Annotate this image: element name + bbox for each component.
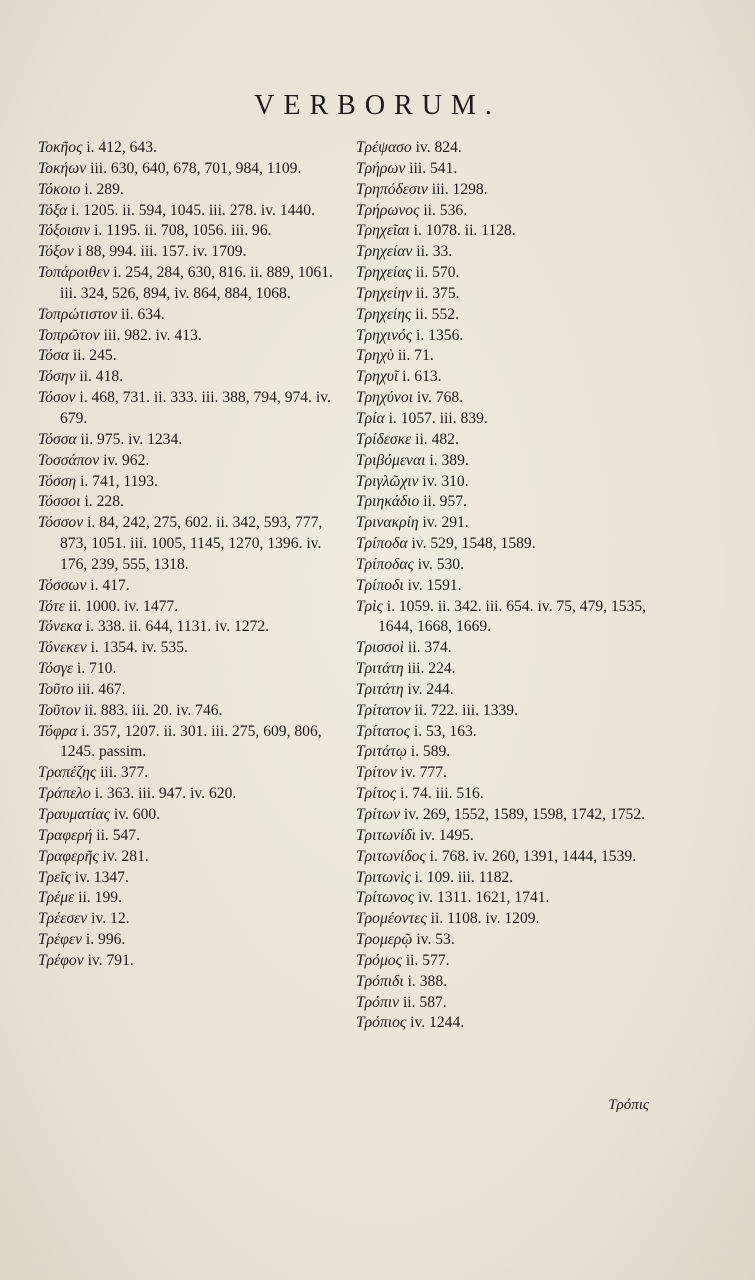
index-entry: [356, 930, 656, 951]
entry-headword: Τριτωνίδος: [356, 847, 426, 865]
entry-headword: Τρέμε: [38, 889, 75, 907]
index-entry: [356, 659, 656, 680]
entry-references: ii. 418.: [79, 368, 124, 386]
entry-headword: Τρηχείης: [356, 305, 412, 323]
entry-headword: Τόσον: [38, 389, 76, 407]
entry-headword: Τρηχείαν: [356, 243, 413, 261]
entry-headword: Τρὶς: [356, 597, 383, 615]
entry-headword: Τρίτον: [356, 764, 397, 782]
entry-references: iv. 12.: [91, 910, 130, 928]
entry-references: i. 741, 1193.: [80, 472, 158, 490]
entry-references: i. 289.: [84, 180, 124, 198]
entry-references: iv. 777.: [400, 764, 447, 782]
entry-headword: Τριηκάδιο: [356, 493, 420, 511]
entry-references: ii. 587.: [402, 993, 447, 1011]
entry-references: iv. 269, 1552, 1589, 1598, 1742, 1752.: [403, 806, 646, 823]
entry-references: ii. 1108. iv. 1209.: [430, 910, 540, 928]
entry-headword: Τραφερῆς: [38, 847, 99, 865]
index-entry: [356, 826, 656, 847]
entry-references: ii. 33.: [416, 243, 453, 261]
index-entry: [356, 972, 656, 993]
entry-references: i. 53, 163.: [413, 722, 477, 740]
entry-headword: Τόσσοι: [38, 493, 81, 511]
index-entry: [38, 784, 338, 805]
index-entry: [356, 201, 656, 222]
entry-references: iv. 1311. 1621, 1741.: [418, 889, 550, 907]
index-entry: [356, 221, 656, 242]
entry-headword: Τοῦτο: [38, 680, 74, 698]
entry-references: ii. 552.: [415, 305, 459, 323]
entry-headword: Τραυματίας: [38, 806, 110, 823]
entry-headword: Τραπέζης: [38, 764, 97, 782]
entry-headword: Τρήρων: [356, 159, 406, 177]
index-entry: [38, 388, 338, 430]
entry-references: i. 613.: [402, 368, 442, 386]
entry-references: ii. 374.: [407, 639, 452, 657]
entry-headword: Τότε: [38, 597, 65, 615]
entry-headword: Τόσγε: [38, 660, 74, 678]
index-entry: [38, 221, 338, 242]
index-entry: [38, 868, 338, 889]
index-entry: [38, 138, 338, 159]
entry-references: iv. 768.: [416, 389, 464, 407]
index-entry: [38, 180, 338, 201]
index-entry: [356, 701, 656, 722]
index-entry: [356, 784, 656, 805]
entry-references: iv. 310.: [422, 472, 469, 490]
entry-headword: Τρήρωνος: [356, 201, 420, 219]
entry-headword: Τρηχείας: [356, 264, 412, 282]
entry-references: i. 768. iv. 260, 1391, 1444, 1539.: [429, 847, 637, 865]
index-entry: [356, 722, 656, 743]
entry-references: i. 254, 284, 630, 816. ii. 889, 1061. iii. 324, 526, 894, iv. 864, 884, 1068.: [60, 264, 333, 302]
entry-headword: Τρηχινός: [356, 326, 413, 344]
entry-references: i. 996.: [85, 931, 126, 949]
entry-headword: Τρία: [356, 409, 385, 427]
entry-references: i. 1078. ii. 1128.: [413, 222, 516, 240]
entry-references: ii. 71.: [397, 347, 434, 365]
entry-references: i. 357, 1207. ii. 301. iii. 275, 609, 806, 1245. passim.: [60, 722, 322, 761]
entry-headword: Τρηπόδεσιν: [356, 180, 428, 198]
entry-headword: Τρίτος: [356, 785, 397, 803]
entry-references: ii. 1000. iv. 1477.: [68, 597, 179, 615]
index-entry: [356, 951, 656, 972]
index-entry: [356, 138, 656, 159]
index-entry: [38, 576, 338, 597]
entry-headword: Τόσα: [38, 347, 69, 365]
index-entry: [356, 263, 656, 284]
entry-headword: Τρίτατον: [356, 701, 411, 719]
entry-headword: Τριγλῶχιν: [356, 472, 419, 490]
entry-references: iii. 467.: [77, 680, 126, 698]
entry-references: ii. 547.: [96, 826, 141, 844]
entry-headword: Τόνεκεν: [38, 639, 87, 657]
entry-references: iv. 1347.: [74, 868, 129, 886]
entry-references: ii. 536.: [423, 201, 468, 219]
index-entry: [356, 597, 656, 639]
index-entry: [356, 805, 656, 826]
index-entry: [38, 472, 338, 493]
entry-references: iv. 291.: [422, 514, 469, 532]
index-entry: [356, 868, 656, 889]
entry-headword: Τόσην: [38, 368, 76, 386]
entry-headword: Τρεῖς: [38, 868, 71, 886]
entry-references: i. 388.: [407, 972, 448, 990]
entry-headword: Τριτάτη: [356, 660, 404, 678]
entry-references: ii. 883. iii. 20. iv. 746.: [84, 701, 223, 719]
entry-references: iv. 529, 1548, 1589.: [411, 535, 536, 553]
index-column-right: [356, 138, 656, 1034]
index-entry: [356, 638, 656, 659]
index-entry: [38, 930, 338, 951]
index-entry: [38, 909, 338, 930]
entry-headword: Τρομερῷ: [356, 931, 413, 949]
entry-references: ii. 375.: [415, 284, 460, 302]
entry-references: i. 338. ii. 644, 1131. iv. 1272.: [85, 618, 270, 636]
index-entry: [356, 451, 656, 472]
index-entry: [38, 242, 338, 263]
index-entry: [356, 472, 656, 493]
index-entry: [356, 888, 656, 909]
entry-references: iv. 1591.: [407, 576, 462, 594]
entry-references: ii. 482.: [415, 430, 459, 448]
entry-references: i. 1057. iii. 839.: [388, 409, 488, 427]
entry-references: i. 1195. ii. 708, 1056. iii. 96.: [94, 222, 272, 240]
entry-headword: Τρόπιος: [356, 1014, 407, 1032]
entry-headword: Τόφρα: [38, 722, 78, 740]
entry-references: i 88, 994. iii. 157. iv. 1709.: [77, 243, 247, 261]
index-entry: [38, 263, 338, 305]
index-entry: [356, 909, 656, 930]
index-entry: [38, 805, 338, 826]
entry-headword: Τρέψασο: [356, 139, 412, 156]
index-entry: [38, 826, 338, 847]
entry-headword: Τρίποδας: [356, 555, 414, 573]
index-entry: [356, 430, 656, 451]
entry-references: iv. 53.: [416, 931, 455, 949]
index-entry: [38, 847, 338, 868]
entry-references: iii. 377.: [100, 764, 149, 782]
entry-references: iv. 1495.: [419, 826, 474, 844]
entry-headword: Τριτωνὶς: [356, 868, 411, 886]
entry-headword: Τρηχείην: [356, 284, 412, 302]
entry-headword: Τοσσάπον: [38, 451, 100, 469]
index-entry: [38, 763, 338, 784]
entry-references: iv. 1244.: [410, 1014, 465, 1032]
index-entry: [38, 513, 338, 576]
entry-references: i. 74. iii. 516.: [400, 785, 484, 803]
entry-headword: Τρίτων: [356, 806, 401, 823]
index-entry: [38, 492, 338, 513]
index-entry: [356, 742, 656, 763]
entry-headword: Τρινακρίη: [356, 514, 419, 532]
index-entry: [38, 951, 338, 972]
entry-references: ii. 199.: [78, 889, 122, 907]
entry-headword: Τρίτωνος: [356, 889, 415, 907]
entry-headword: Τόσση: [38, 472, 77, 490]
entry-headword: Τρόπιν: [356, 993, 400, 1011]
entry-headword: Τρισσοὶ: [356, 639, 404, 657]
entry-headword: Τρίτατος: [356, 722, 410, 740]
entry-references: ii. 570.: [415, 264, 460, 282]
entry-headword: Τρηχυῖ: [356, 368, 399, 386]
entry-references: ii. 957.: [423, 493, 467, 511]
entry-headword: Τρηχὺ: [356, 347, 394, 365]
entry-references: iv. 791.: [87, 951, 134, 969]
entry-references: ii. 634.: [121, 305, 165, 323]
entry-references: i. 389.: [429, 451, 469, 469]
index-entry: [38, 638, 338, 659]
catchword: Τρόπις: [608, 1097, 649, 1113]
index-entry: [38, 722, 338, 764]
entry-headword: Τρόμος: [356, 951, 402, 969]
entry-references: ii. 245.: [72, 347, 117, 365]
entry-references: i. 1059. ii. 342. iii. 654. iv. 75, 479, 1535, 1644, 1668, 1669.: [378, 597, 647, 636]
index-entry: [356, 326, 656, 347]
entry-references: iv. 244.: [407, 680, 454, 698]
index-entry: [356, 284, 656, 305]
entry-headword: Τόξα: [38, 201, 68, 219]
entry-references: i. 228.: [84, 493, 124, 511]
entry-headword: Τόσσον: [38, 514, 84, 532]
entry-headword: Τραφερή: [38, 826, 93, 844]
entry-headword: Τοῦτον: [38, 701, 81, 719]
page-heading: VERBORUM.: [254, 90, 501, 121]
entry-references: iv. 281.: [102, 847, 149, 865]
entry-references: i. 84, 242, 275, 602. ii. 342, 593, 777, 873, 1051. iii. 1005, 1145, 1270, 1396. iv. 176, 239, 555, 1318.: [60, 514, 323, 573]
entry-headword: Τρέφον: [38, 951, 84, 969]
entry-headword: Τοπρῶτον: [38, 326, 100, 344]
index-entry: [38, 659, 338, 680]
index-entry: [356, 180, 656, 201]
index-entry: [356, 367, 656, 388]
entry-headword: Τοκήων: [38, 159, 87, 177]
entry-references: iv. 824.: [415, 139, 462, 156]
entry-references: i. 710.: [76, 660, 117, 678]
entry-references: i. 1205. ii. 594, 1045. iii. 278. iv. 1440.: [71, 201, 315, 219]
index-entry: [38, 326, 338, 347]
entry-headword: Τρομέοντες: [356, 910, 427, 928]
index-entry: [38, 701, 338, 722]
entry-references: i. 363. iii. 947. iv. 620.: [94, 785, 237, 803]
entry-references: i. 1354. iv. 535.: [90, 639, 188, 657]
entry-references: i. 109. iii. 1182.: [414, 868, 514, 886]
entry-headword: Τριβόμεναι: [356, 451, 426, 469]
entry-references: iii. 630, 640, 678, 701, 984, 1109.: [90, 159, 302, 177]
entry-references: ii. 577.: [405, 951, 450, 969]
entry-references: iii. 1298.: [431, 180, 488, 198]
entry-references: ii. 722. iii. 1339.: [414, 701, 518, 719]
entry-headword: Τοκῆος: [38, 139, 83, 156]
entry-headword: Τρηχύνοι: [356, 389, 413, 407]
entry-headword: Τόξοισιν: [38, 222, 91, 240]
entry-references: iv. 600.: [113, 806, 161, 823]
entry-headword: Τρίποδι: [356, 576, 404, 594]
entry-references: iv. 962.: [103, 451, 150, 469]
index-entry: [356, 388, 656, 409]
entry-references: i. 412, 643.: [86, 139, 157, 156]
entry-headword: Τόνεκα: [38, 618, 82, 636]
entry-headword: Τριτάτη: [356, 680, 404, 698]
entry-headword: Τόξον: [38, 243, 74, 261]
index-entry: [38, 305, 338, 326]
index-entry: [356, 993, 656, 1014]
entry-headword: Τριτάτῳ: [356, 743, 407, 761]
entry-headword: Τοπρώτιστον: [38, 305, 118, 323]
entry-headword: Τρέεσεν: [38, 910, 88, 928]
index-entry: [356, 513, 656, 534]
index-entry: [38, 159, 338, 180]
entry-headword: Τριτωνίδι: [356, 826, 416, 844]
entry-headword: Τόσσων: [38, 576, 87, 594]
entry-references: i. 589.: [410, 743, 451, 761]
index-entry: [356, 492, 656, 513]
entry-references: iii. 224.: [407, 660, 456, 678]
index-entry: [356, 305, 656, 326]
index-entry: [356, 576, 656, 597]
entry-headword: Τοπάροιθεν: [38, 264, 110, 282]
entry-references: iv. 530.: [417, 555, 464, 573]
index-entry: [356, 555, 656, 576]
entry-headword: Τρόπιδι: [356, 972, 404, 990]
index-entry: [38, 367, 338, 388]
entry-headword: Τράπελο: [38, 785, 91, 803]
index-entry: [38, 201, 338, 222]
index-entry: [38, 451, 338, 472]
entry-references: i. 1356.: [416, 326, 464, 344]
entry-references: iii. 541.: [409, 159, 458, 177]
index-entry: [38, 617, 338, 638]
entry-headword: Τόκοιο: [38, 180, 81, 198]
index-entry: [356, 680, 656, 701]
entry-references: i. 468, 731. ii. 333. iii. 388, 794, 974. iv. 679.: [60, 389, 331, 427]
index-entry: [356, 409, 656, 430]
entry-headword: Τρίποδα: [356, 535, 408, 553]
index-entry: [356, 346, 656, 367]
index-entry: [38, 430, 338, 451]
index-entry: [356, 534, 656, 555]
index-entry: [38, 680, 338, 701]
entry-headword: Τρηχεῖαι: [356, 222, 410, 240]
index-entry: [356, 1013, 656, 1034]
index-column-left: [38, 138, 338, 972]
entry-references: ii. 975. iv. 1234.: [80, 430, 183, 448]
entry-headword: Τρέφεν: [38, 931, 82, 949]
entry-headword: Τρίδεσκε: [356, 430, 412, 448]
entry-references: i. 417.: [90, 576, 130, 594]
index-entry: [356, 847, 656, 868]
index-entry: [38, 888, 338, 909]
index-entry: [38, 597, 338, 618]
index-entry: [356, 242, 656, 263]
entry-references: iii. 982. iv. 413.: [103, 326, 202, 344]
index-entry: [38, 346, 338, 367]
entry-headword: Τόσσα: [38, 430, 77, 448]
index-entry: [356, 763, 656, 784]
index-entry: [356, 159, 656, 180]
